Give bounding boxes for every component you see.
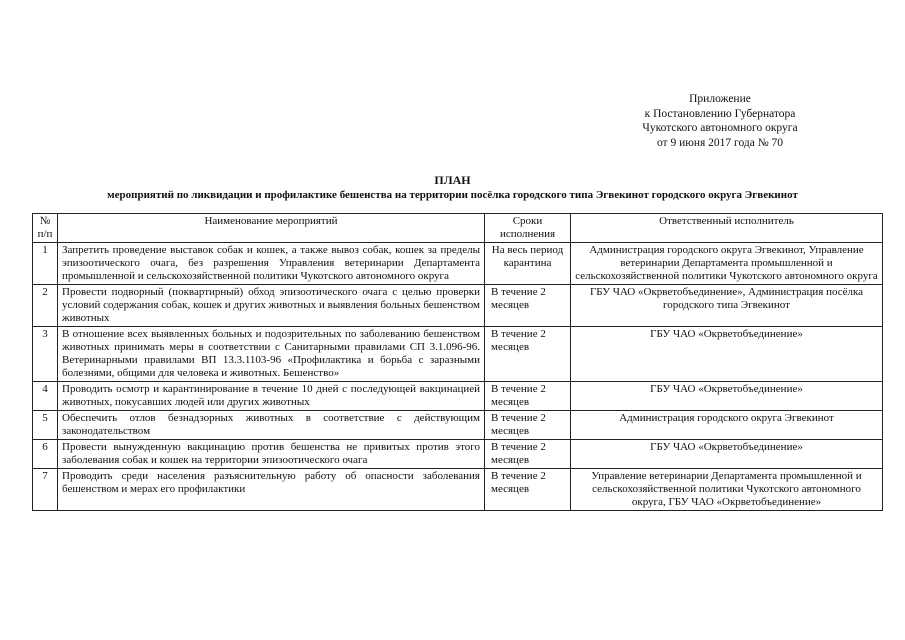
- measure-term: В течение 2 месяцев: [485, 469, 571, 511]
- appendix-block: [600, 92, 840, 150]
- measure-responsible: ГБУ ЧАО «Окрветобъединение»: [571, 327, 883, 382]
- measure-term: На весь период карантина: [485, 243, 571, 285]
- measure-responsible: Управление ветеринарии Департамента промышленной и сельскохозяйственной политики Чукотского автономного округа, ГБУ ЧАО «Окрветобъединение»: [571, 469, 883, 511]
- table-row: [33, 382, 883, 411]
- measure-name: Проводить осмотр и карантинирование в течение 10 дней с последующей вакцинацией животных, покусавших людей или других животных: [58, 382, 485, 411]
- header-num: № п/п: [33, 214, 58, 243]
- table-row: [33, 411, 883, 440]
- measure-name: Провести вынужденную вакцинацию против бешенства не привитых против этого заболевания собак и кошек на территории эпизоотического очага: [58, 440, 485, 469]
- row-number: 3: [33, 327, 58, 382]
- row-number: 6: [33, 440, 58, 469]
- appendix-line: Чукотского автономного округа: [642, 122, 798, 134]
- measure-name: Обеспечить отлов безнадзорных животных в соответствие с действующим законодательством: [58, 411, 485, 440]
- plan-title: ПЛАН: [434, 173, 471, 187]
- row-number: 4: [33, 382, 58, 411]
- table-row: [33, 327, 883, 382]
- row-number: 5: [33, 411, 58, 440]
- measure-name: Проводить среди населения разъяснительную работу об опасности заболевания бешенством и мерах его профилактики: [58, 469, 485, 511]
- row-number: 2: [33, 285, 58, 327]
- row-number: 1: [33, 243, 58, 285]
- row-number: 7: [33, 469, 58, 511]
- measure-name: Запретить проведение выставок собак и кошек, а также вывоз собак, кошек за пределы эпизоотического очага, без разрешения Управления ветеринарии Департамента промышленной и сельскохозяйственной политики Чукотского автономного округа: [58, 243, 485, 285]
- appendix-line: Приложение: [689, 93, 751, 105]
- measure-responsible: ГБУ ЧАО «Окрветобъединение»: [571, 440, 883, 469]
- header-responsible: Ответственный исполнитель: [571, 214, 883, 243]
- measure-responsible: Администрация городского округа Эгвекинот: [571, 411, 883, 440]
- plan-subtitle: мероприятий по ликвидации и профилактике бешенства на территории посёлка городского типа Эгвекинот городского округа Эгвекинот: [107, 189, 798, 201]
- measure-term: В течение 2 месяцев: [485, 327, 571, 382]
- table-row: [33, 243, 883, 285]
- header-name: Наименование мероприятий: [58, 214, 485, 243]
- measure-term: В течение 2 месяцев: [485, 382, 571, 411]
- table-row: [33, 440, 883, 469]
- measure-name: Провести подворный (поквартирный) обход эпизоотического очага с целью проверки условий содержания собак, кошек и других животных и выявления больных бешенством животных: [58, 285, 485, 327]
- measure-responsible: Администрация городского округа Эгвекинот, Управление ветеринарии Департамента промышленной и сельскохозяйственной политики Чукотского автономного округа: [571, 243, 883, 285]
- measure-term: В течение 2 месяцев: [485, 440, 571, 469]
- table-row: [33, 469, 883, 511]
- measure-term: В течение 2 месяцев: [485, 285, 571, 327]
- appendix-line: от 9 июня 2017 года № 70: [656, 136, 784, 149]
- appendix-line: к Постановлению Губернатора: [644, 107, 796, 120]
- measure-name: В отношение всех выявленных больных и подозрительных по заболеванию бешенством животных принимать меры в соответствии с Санитарными правилами СП 3.1.096-96. Ветеринарными правилами ВП 13.3.1103-96 «Профилактика и борьба с заразными болезнями, общими для человека и животных. Бешенство»: [58, 327, 485, 382]
- measure-responsible: ГБУ ЧАО «Окрветобъединение», Администрация посёлка городского типа Эгвекинот: [571, 285, 883, 327]
- measure-responsible: ГБУ ЧАО «Окрветобъединение»: [571, 382, 883, 411]
- table-header-row: [33, 214, 883, 243]
- header-term: Сроки исполнения: [485, 214, 571, 243]
- measure-term: В течение 2 месяцев: [485, 411, 571, 440]
- table-row: [33, 285, 883, 327]
- measures-table: [32, 213, 883, 511]
